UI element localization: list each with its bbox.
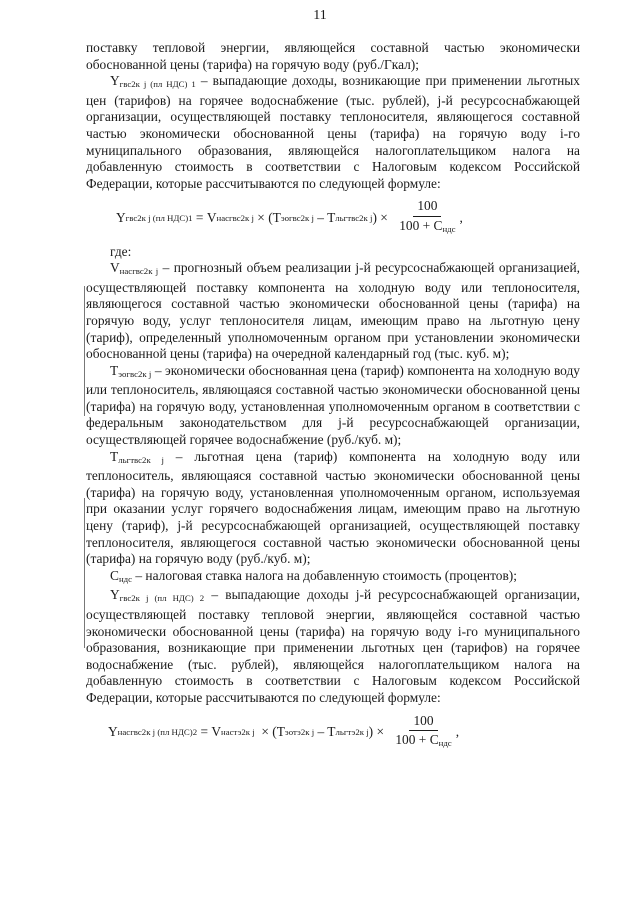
formula-op: × (T (254, 723, 285, 739)
formula-lhs: Y (108, 723, 118, 739)
fraction-denominator (391, 731, 455, 752)
formula-t1-sub: эотэ2к j (284, 726, 315, 737)
den-sub: ндс (442, 223, 456, 234)
formula-2 (86, 713, 580, 752)
formula-v-sub: насгвс2к j (216, 212, 254, 223)
formula-end: , (455, 723, 460, 739)
paragraph-y2 (86, 587, 580, 706)
formula-end: , (459, 209, 463, 225)
den-sub: ндс (438, 738, 452, 749)
symbol-subscript: гвс2к j (пл НДС) 1 (119, 79, 196, 90)
formula-eq: = (197, 723, 212, 739)
formula-t2-sub: льгтвс2к j (335, 212, 373, 223)
formula-t1-sub: эогвс2к j (280, 212, 314, 223)
formula-minus: – T (313, 209, 336, 225)
formula-v-sub: настэ2к j (221, 726, 255, 737)
definition-c-nds (86, 568, 580, 588)
definition-t-lgt (86, 449, 580, 568)
definition-text: – экономически обоснованная цена (тариф) компонента на холодную воду или теплоноситель, являющаяся составной частью экономически обоснованной цены (тарифа) на горячую воду, установленная уполномоченным органом в соответствии с федеральным законодательством для j-й ресурсоснабжающей организации, осуществляющей горячее водоснабжение (руб./куб. м); (86, 362, 580, 448)
formula-op: ) × (372, 209, 392, 225)
formula-op: × (T (253, 209, 281, 225)
definition-t-eo (86, 363, 580, 449)
margin-bar-1 (84, 286, 85, 416)
symbol: Y (110, 73, 120, 89)
page-number: 11 (313, 8, 327, 23)
fraction-denominator (395, 217, 459, 238)
symbol-subscript: эогвс2к j (118, 368, 152, 379)
definition-text: – прогнозный объем реализации j-й ресурсоснабжающей организацией, осуществляющей поставку компонента на холодную воду или теплоносителя, являющегося составной частью экономически обоснованной цены (тарифа) на горячую воду, услуг теплоносителя лицам, имеющим право на льготную цену (тариф), определенный уполномоченным органом при установлении экономически обоснованной цены (тарифа) на очередной календарный год (тыс. куб. м); (86, 260, 580, 362)
where-label: где: (110, 243, 132, 259)
paragraph-text: – выпадающие доходы, возникающие при применении льготных цен (тарифов) на горячее водоснабжение (тыс. рублей), j-й ресурсоснабжающей организации, осуществляющей поставку теплоносителя, являющегося составной частью экономически обоснованной цены (тарифа) на горячую воду i-го муниципального образования, являющейся налогоплательщиком налога на добавленную стоимость в соответствии с Налоговым кодексом Российской Федерации, которые рассчитываются по следующей формуле: (86, 73, 580, 191)
symbol: Y (110, 587, 120, 603)
symbol-subscript: насгвс2к j (119, 266, 159, 277)
formula-minus: – T (314, 723, 336, 739)
definition-v (86, 260, 580, 363)
symbol: T (110, 448, 119, 464)
fraction-numerator: 100 (413, 198, 441, 217)
document-body (86, 40, 580, 758)
paragraph-text: – выпадающие доходы j-й ресурсоснабжающей организации, осуществляющей поставку тепловой энергии, являющейся составной частью экономически обоснованной цены (тарифа) на горячую воду i-го муниципального образования, возникающие при применении льготных цен (тарифов) на горячее водоснабжение (тыс. рублей), являющейся налогоплательщиком налога на добавленную стоимость в соответствии с Налоговым кодексом Российской Федерации, которые рассчитываются по следующей формуле: (86, 587, 580, 705)
symbol: V (110, 260, 120, 276)
formula-lhs-sub: гвс2к j (пл НДС)1 (125, 212, 193, 223)
definition-text: – льготная цена (тариф) компонента на холодную воду или теплоноситель, являющаяся составной частью экономически обоснованной цены (тарифа) на горячую воду, установленная уполномоченным органом, используемая при оказании услуг горячего водоснабжения лицам, имеющим право на льготную цену (тариф), j-й ресурсоснабжающей организацией, осуществляющей поставку теплоносителя, являющегося составной частью экономически обоснованной цены (тарифа) на горячую воду (руб./куб. м); (86, 448, 580, 567)
symbol-subscript: гвс2к j (пл НДС) 2 (119, 593, 205, 604)
symbol-subscript: льгтвс2к j (118, 454, 164, 465)
formula-lhs: Y (116, 209, 126, 225)
symbol-subscript: ндс (118, 573, 133, 584)
formula-op: ) × (368, 723, 388, 739)
formula-eq: = (192, 209, 207, 225)
formula-1 (86, 198, 580, 237)
formula-lhs-sub: насгвс2к j (пл НДС)2 (117, 726, 198, 737)
formula-v: V (206, 209, 217, 225)
fraction-numerator: 100 (409, 713, 437, 732)
formula-t2-sub: льгтэ2к j (335, 726, 369, 737)
symbol: С (110, 567, 119, 583)
formula-fraction (391, 713, 455, 752)
paragraph-y1 (86, 73, 580, 192)
intro-paragraph: поставку тепловой энергии, являющейся составной частью экономически обоснованной цены (тарифа) на горячую воду (руб./Гкал); (86, 40, 580, 72)
definition-text: – налоговая ставка налога на добавленную стоимость (процентов); (132, 567, 517, 583)
margin-bar-2 (84, 498, 85, 648)
formula-v: V (211, 723, 222, 739)
den-prefix: 100 + С (395, 732, 439, 748)
symbol: T (110, 362, 119, 378)
den-prefix: 100 + С (399, 217, 443, 233)
formula-fraction (395, 198, 459, 237)
